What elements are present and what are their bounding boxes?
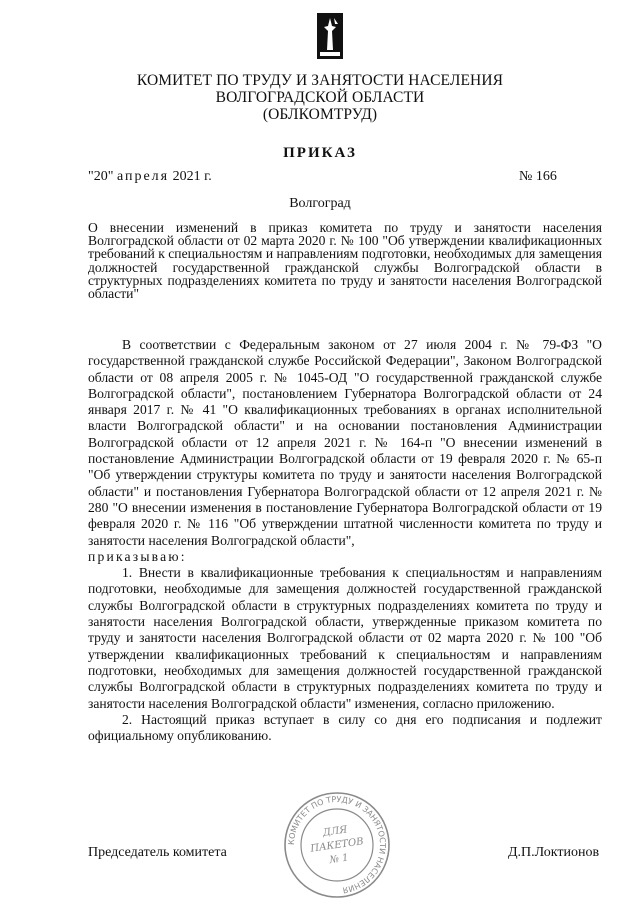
order-title: ПРИКАЗ [283, 145, 357, 161]
org-name-line3: (ОБЛКОМТРУД) [262, 106, 378, 123]
order-item-2: 2. Настоящий приказ вступает в силу со дня его подписания и подлежит официальному опубликованию. [88, 711, 602, 744]
org-name-line2: ВОЛГОГРАДСКОЙ ОБЛАСТИ [215, 89, 425, 106]
order-city: Волгоград [289, 196, 351, 211]
order-body [88, 337, 602, 744]
order-item-1: 1. Внести в квалификационные требования к специальностям и направлениям подготовки, необходимые для замещения должностей государственной гражданской службы Волгоградской области в структурных подразделениях комитета по труду и занятости населения Волгоградской области, утвержденные приказом комитета по труду и занятости населения Волгоградской области от 02 марта 2020 г. № 100 "Об утверждении квалификационных требований к специальностям и направлениям подготовки, необходимых для замещения должностей государственной гражданской службы Волгоградской области в структурных подразделениях комитета по труду и занятости населения Волгоградской области" изменения, согласно приложению. [88, 565, 602, 711]
order-preamble: В соответствии с Федеральным законом от 27 июля 2004 г. № 79-ФЗ "О государственной гражданской службе Российской Федерации", Законом Волгоградской области от 08 апреля 2005 г. № 1045-ОД "О государственной гражданской службе Волгоградской области", постановлением Губернатора Волгоградской области от 24 января 2017 г. № 41 "О квалификационных требованиях в органах исполнительной власти Волгоградской области" и на основании постановления Администрации Волгоградской области от 12 апреля 2021 г. № 164-п "О внесении изменений в постановление Администрации Волгоградской области от 19 февраля 2020 г. № 65-п "Об утверждении структуры комитета по труду и занятости населения Волгоградской области" и постановления Губернатора Волгоградской области от 12 апреля 2021 г. № 280 "О внесении изменения в постановление Губернатора Волгоградской области от 19 февраля 2020 г. № 116 "Об утверждении штатной численности комитета по труду и занятости населения Волгоградской области", [88, 337, 602, 548]
stamp-ring-text: КОМИТЕТ ПО ТРУДУ И ЗАНЯТОСТИ НАСЕЛЕНИЯ [286, 794, 388, 895]
order-date-month: апреля [116, 169, 170, 184]
signer-name: Д.П.Локтионов [508, 845, 600, 860]
signer-position: Председатель комитета [88, 845, 227, 860]
orders-word: приказываю: [88, 548, 187, 564]
stamp-seal [282, 790, 392, 900]
coat-of-arms-icon [316, 12, 344, 60]
stamp-line-1: ДЛЯ [322, 824, 349, 839]
stamp-line-3: № 1 [328, 852, 350, 867]
order-date-day: "20" [88, 169, 114, 184]
order-date [88, 169, 212, 185]
order-date-year: 2021 г. [172, 169, 212, 184]
org-name-line1: КОМИТЕТ ПО ТРУДУ И ЗАНЯТОСТИ НАСЕЛЕНИЯ [136, 72, 504, 89]
order-subject: О внесении изменений в приказ комитета по труду и занятости населения Волгоградской области от 02 марта 2020 г. № 100 "Об утверждении квалификационных требований к специальностям и направлениям подготовки, необходимых для замещения должностей государственной гражданской службы Волгоградской области в структурных подразделениях комитета по труду и занятости населения Волгоградской области" [88, 220, 602, 302]
order-number: № 166 [519, 169, 557, 184]
stamp-line-2: ПАКЕТОВ [309, 836, 365, 855]
